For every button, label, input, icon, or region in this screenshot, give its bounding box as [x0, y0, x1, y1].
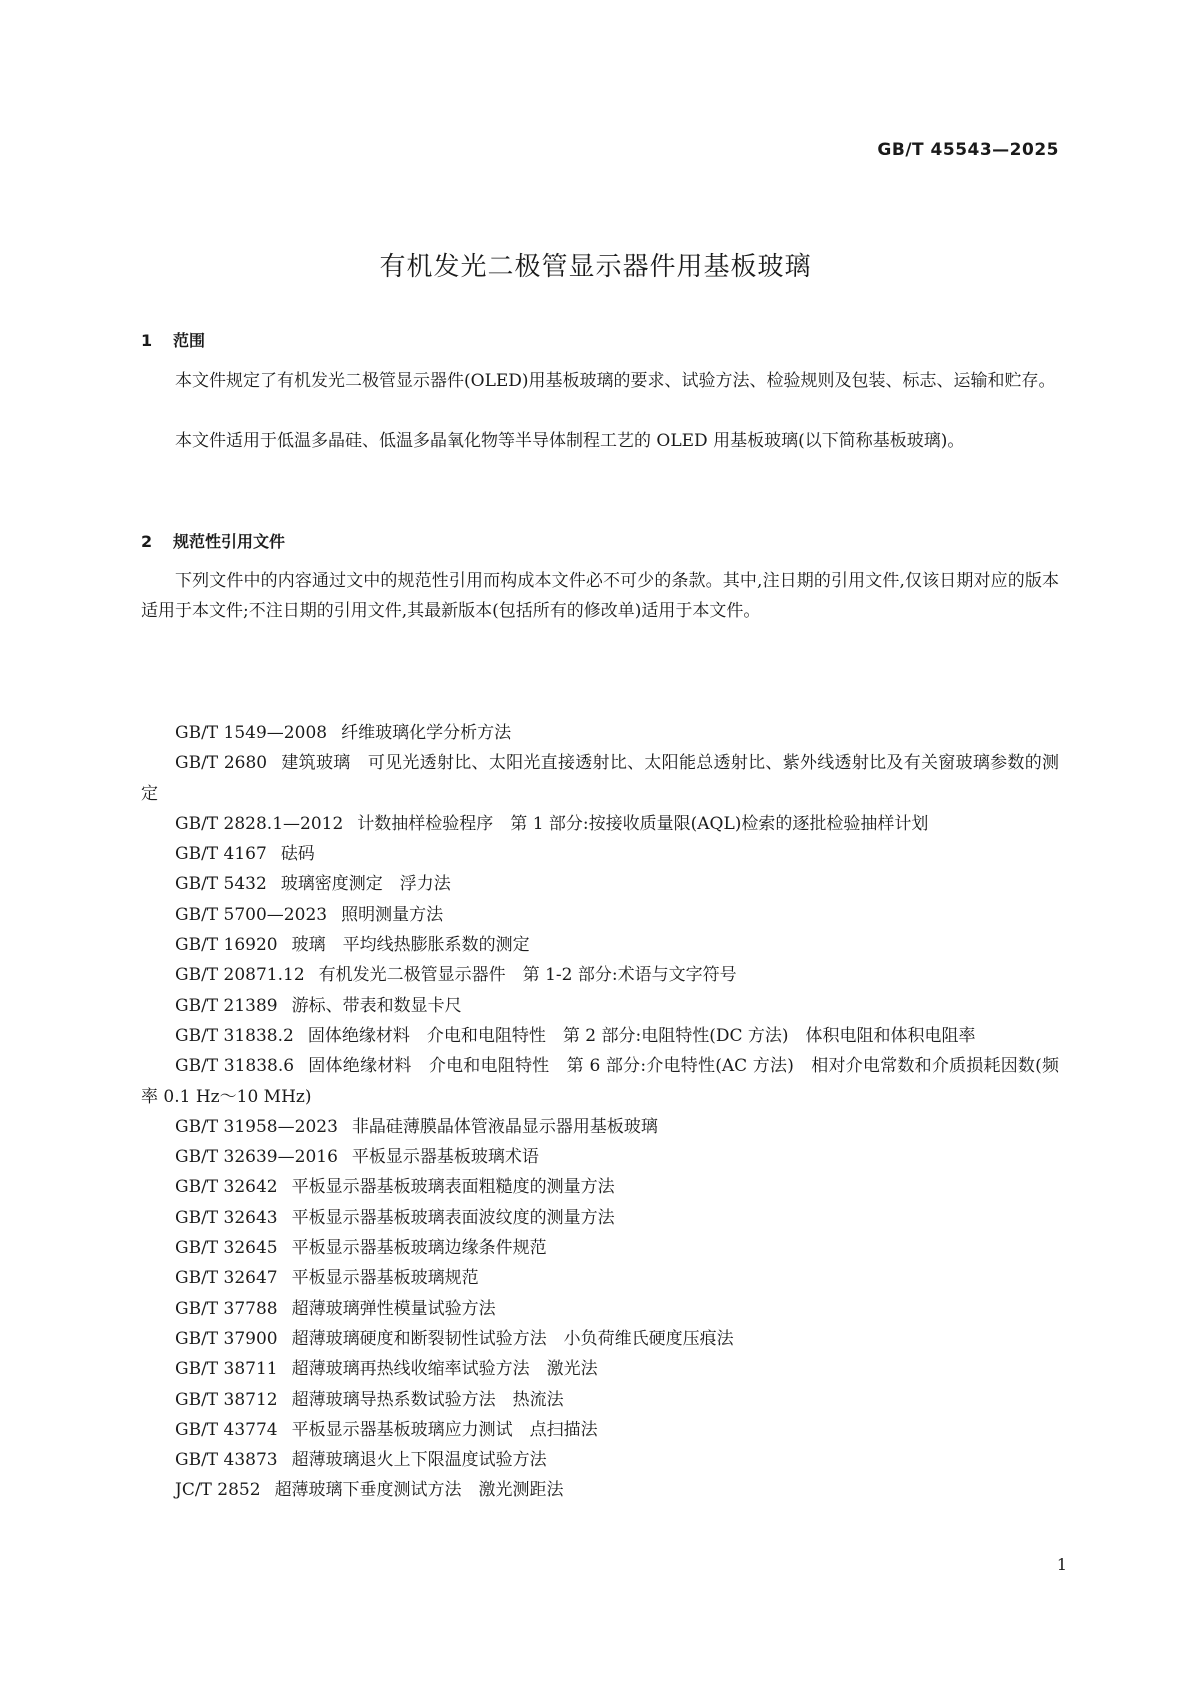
reference-title: 超薄玻璃弹性模量试验方法 — [291, 1298, 496, 1319]
reference-code: GB/T 31838.6 — [175, 1056, 295, 1077]
reference-title: 平板显示器基板玻璃术语 — [351, 1147, 539, 1168]
reference-code: GB/T 32645 — [175, 1238, 278, 1259]
reference-code: GB/T 5700—2023 — [175, 904, 328, 925]
reference-title: 平板显示器基板玻璃边缘条件规范 — [291, 1238, 547, 1259]
reference-title: 有机发光二极管显示器件 第 1-2 部分:术语与文字符号 — [318, 965, 737, 986]
reference-item — [141, 839, 1059, 869]
reference-code: GB/T 20871.12 — [175, 965, 305, 986]
reference-title: 照明测量方法 — [341, 904, 444, 925]
reference-code: GB/T 4167 — [175, 844, 267, 865]
reference-code: JC/T 2852 — [175, 1480, 261, 1501]
reference-title: 游标、带表和数显卡尺 — [291, 995, 462, 1016]
reference-item — [141, 748, 1059, 809]
reference-title: 固体绝缘材料 介电和电阻特性 第 6 部分:介电特性(AC 方法) 相对介电常数和介质损耗因数(频率 0.1 Hz～10 MHz) — [141, 1056, 1060, 1107]
reference-code: GB/T 32647 — [175, 1268, 278, 1289]
reference-title: 纤维玻璃化学分析方法 — [341, 723, 512, 743]
reference-code: GB/T 32643 — [175, 1207, 278, 1228]
section-title: 范围 — [173, 331, 206, 350]
reference-title: 玻璃 平均线热膨胀系数的测定 — [291, 935, 530, 956]
reference-item — [141, 960, 1059, 990]
scope-paragraph-1: 本文件规定了有机发光二极管显示器件(OLED)用基板玻璃的要求、试验方法、检验规则及包装、标志、运输和贮存。 — [175, 371, 1056, 391]
section-title: 规范性引用文件 — [173, 532, 286, 551]
reference-item — [141, 869, 1059, 899]
reference-item — [141, 1385, 1059, 1415]
reference-item — [141, 809, 1059, 839]
reference-item — [141, 1294, 1059, 1324]
reference-title: 固体绝缘材料 介电和电阻特性 第 2 部分:电阻特性(DC 方法) 体积电阻和体积电阻率 — [307, 1025, 976, 1046]
section-number: 2 — [141, 532, 153, 551]
reference-code: GB/T 31838.2 — [175, 1025, 294, 1046]
standard-number: GB/T 45543—2025 — [877, 140, 1059, 160]
reference-title: 平板显示器基板玻璃表面粗糙度的测量方法 — [291, 1177, 615, 1198]
reference-item — [141, 718, 1059, 748]
section-heading-normative-references — [141, 529, 285, 552]
reference-item — [141, 991, 1059, 1021]
page-number: 1 — [1056, 1555, 1067, 1574]
reference-item — [141, 1051, 1059, 1112]
reference-title: 砝码 — [280, 844, 315, 865]
reference-item — [141, 930, 1059, 960]
reference-code: GB/T 21389 — [175, 995, 278, 1016]
section-heading-scope — [141, 328, 205, 351]
reference-code: GB/T 37900 — [175, 1328, 278, 1349]
reference-item — [141, 1233, 1059, 1263]
reference-title: 超薄玻璃退火上下限温度试验方法 — [291, 1450, 547, 1471]
reference-code: GB/T 5432 — [175, 874, 267, 895]
reference-item — [141, 1445, 1059, 1475]
reference-code: GB/T 37788 — [175, 1298, 278, 1319]
reference-code: GB/T 38712 — [175, 1389, 278, 1410]
reference-title: 非晶硅薄膜晶体管液晶显示器用基板玻璃 — [351, 1116, 658, 1137]
reference-code: GB/T 32642 — [175, 1177, 278, 1198]
reference-title: 建筑玻璃 可见光透射比、太阳光直接透射比、太阳能总透射比、紫外线透射比及有关窗玻璃参数的测定 — [141, 753, 1059, 804]
reference-item — [141, 900, 1059, 930]
reference-item — [141, 1172, 1059, 1202]
reference-code: GB/T 1549—2008 — [175, 723, 328, 743]
reference-code: GB/T 31958—2023 — [175, 1116, 338, 1137]
reference-title: 平板显示器基板玻璃表面波纹度的测量方法 — [291, 1207, 615, 1228]
references-intro-paragraph: 下列文件中的内容通过文中的规范性引用而构成本文件必不可少的条款。其中,注日期的引用文件,仅该日期对应的版本适用于本文件;不注日期的引用文件,其最新版本(包括所有的修改单)适用于本文件。 — [141, 571, 1059, 621]
reference-code: GB/T 32639—2016 — [175, 1147, 338, 1168]
reference-title: 玻璃密度测定 浮力法 — [280, 874, 451, 895]
reference-item — [141, 1415, 1059, 1445]
section-number: 1 — [141, 331, 153, 350]
reference-item — [141, 1354, 1059, 1384]
reference-title: 超薄玻璃下垂度测试方法 激光测距法 — [274, 1480, 564, 1501]
reference-code: GB/T 2680 — [175, 753, 268, 774]
reference-item — [141, 1021, 1059, 1051]
scope-paragraph-2: 本文件适用于低温多晶硅、低温多晶氧化物等半导体制程工艺的 OLED 用基板玻璃(以下简称基板玻璃)。 — [175, 431, 965, 451]
reference-title: 超薄玻璃再热线收缩率试验方法 激光法 — [291, 1359, 598, 1380]
reference-code: GB/T 43873 — [175, 1450, 278, 1471]
reference-item — [141, 1203, 1059, 1233]
reference-code: GB/T 38711 — [175, 1359, 278, 1380]
reference-title: 平板显示器基板玻璃应力测试 点扫描法 — [291, 1419, 598, 1440]
reference-item — [141, 1263, 1059, 1293]
reference-code: GB/T 43774 — [175, 1419, 278, 1440]
reference-item — [141, 1475, 1059, 1505]
reference-item — [141, 1112, 1059, 1142]
reference-item — [141, 1142, 1059, 1172]
reference-item — [141, 1324, 1059, 1354]
reference-list — [141, 718, 1059, 1506]
reference-title: 超薄玻璃硬度和断裂韧性试验方法 小负荷维氏硬度压痕法 — [291, 1328, 734, 1349]
reference-title: 超薄玻璃导热系数试验方法 热流法 — [291, 1389, 564, 1410]
reference-code: GB/T 2828.1—2012 — [175, 813, 344, 834]
reference-code: GB/T 16920 — [175, 935, 278, 956]
reference-title: 平板显示器基板玻璃规范 — [291, 1268, 479, 1289]
reference-title: 计数抽样检验程序 第 1 部分:按接收质量限(AQL)检索的逐批检验抽样计划 — [357, 813, 929, 834]
document-title: 有机发光二极管显示器件用基板玻璃 — [379, 252, 812, 282]
